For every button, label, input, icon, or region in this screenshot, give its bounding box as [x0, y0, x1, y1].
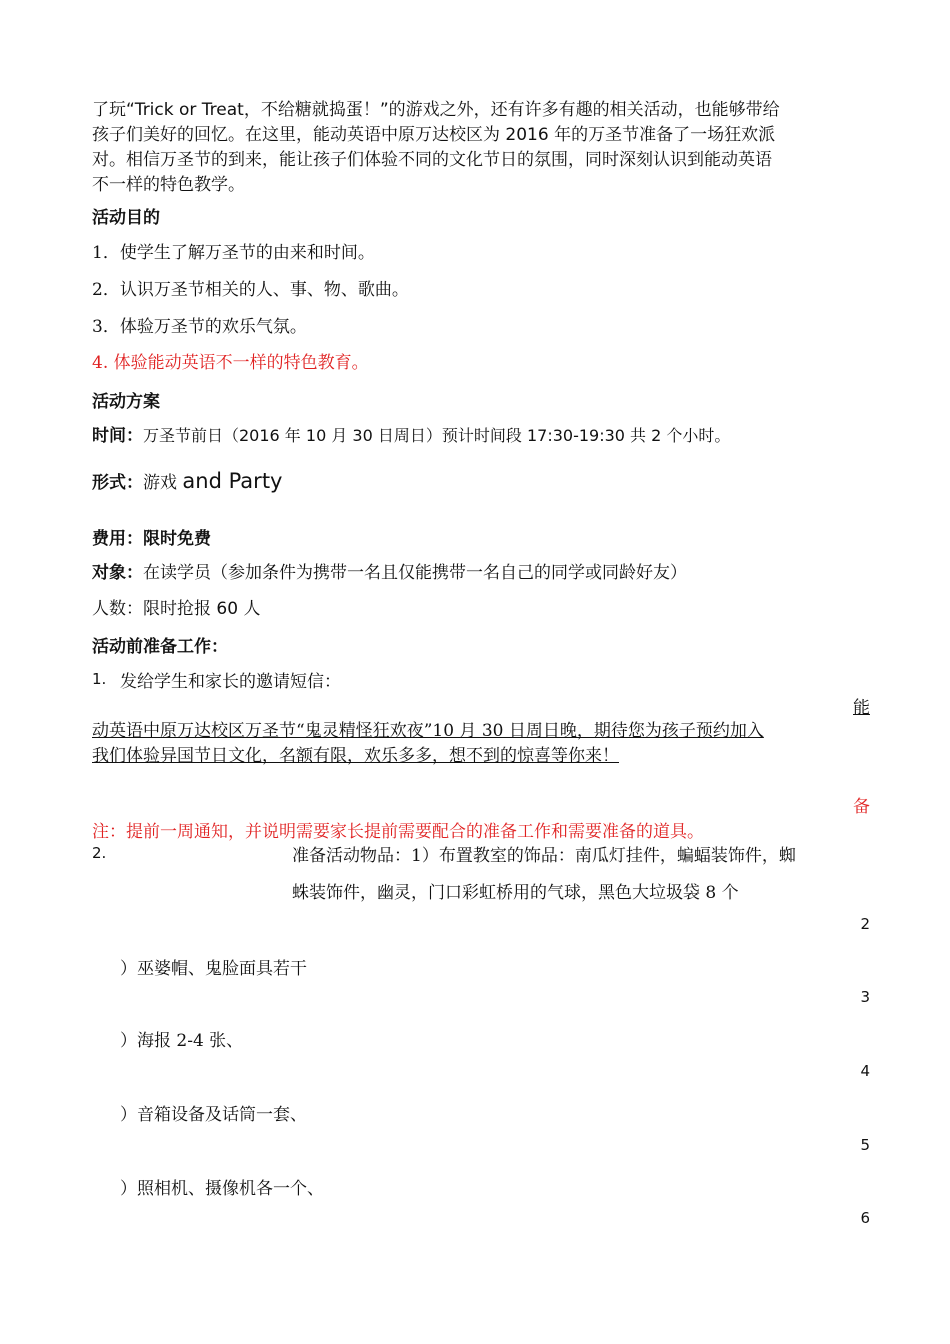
time-value: 万圣节前日（2016 年 10 月 30 日周日）预计时间段 17:30-19:30 共 2 个小时。	[143, 426, 731, 445]
prep-heading: 活动前准备工作：	[92, 637, 228, 657]
time-label: 时间：	[92, 426, 143, 446]
prep-item-text: 准备活动物品：1）布置教室的饰品：南瓜灯挂件，蝙蝠装饰件，蜘	[292, 846, 796, 866]
sub-item-number: 2	[860, 915, 870, 933]
prep-item-number: 2.	[92, 844, 107, 862]
purpose-item: 2．认识万圣节相关的人、事、物、歌曲。	[92, 280, 409, 300]
intro-line: 不一样的特色教学。	[92, 175, 245, 195]
sms-line: 动英语中原万达校区万圣节“鬼灵精怪狂欢夜”10 月 30 日周日晚，期待您为孩子预约加入	[92, 721, 764, 741]
sub-item-number: 5	[860, 1136, 870, 1154]
prep-item-text: 发给学生和家长的邀请短信：	[120, 672, 341, 692]
plan-fee: 费用：限时免费	[92, 529, 211, 549]
sub-item-text: ）音箱设备及话筒一套、	[120, 1105, 307, 1125]
sub-item-number: 6	[860, 1209, 870, 1227]
target-value: 在读学员（参加条件为携带一名且仅能携带一名自己的同学或同龄好友）	[143, 563, 687, 583]
note-line-start: 备	[853, 797, 870, 817]
purpose-item-highlight: 4. 体验能动英语不一样的特色教育。	[92, 353, 369, 373]
note-line: 注：提前一周通知，并说明需要家长提前需要配合的准备工作和需要准备的道具。	[92, 822, 704, 842]
prep-item-text: 蛛装饰件，幽灵，门口彩虹桥用的气球，黑色大垃圾袋 8 个	[292, 883, 739, 903]
sms-line-start: 能	[853, 698, 870, 718]
form-value-cn: 游戏	[143, 473, 183, 493]
sub-item-text: ）巫婆帽、鬼脸面具若干	[120, 959, 307, 979]
sms-line: 我们体验异国节日文化，名额有限，欢乐多多，想不到的惊喜等你来！	[92, 746, 619, 766]
prep-item-number: 1.	[92, 670, 107, 688]
intro-line: 孩子们美好的回忆。在这里，能动英语中原万达校区为 2016 年的万圣节准备了一场狂欢派	[92, 125, 776, 145]
plan-time	[92, 421, 730, 446]
intro-line: 对。相信万圣节的到来，能让孩子们体验不同的文化节日的氛围，同时深刻认识到能动英语	[92, 150, 772, 170]
form-value-en: and Party	[182, 469, 283, 493]
plan-form	[92, 468, 282, 493]
sub-item-text: ）海报 2-4 张、	[120, 1031, 244, 1051]
plan-heading: 活动方案	[92, 392, 160, 412]
intro-paragraph	[92, 98, 862, 198]
plan-target	[92, 558, 687, 583]
purpose-heading: 活动目的	[92, 208, 160, 228]
purpose-item: 1．使学生了解万圣节的由来和时间。	[92, 243, 375, 263]
purpose-item: 3．体验万圣节的欢乐气氛。	[92, 317, 307, 337]
sub-item-text: ）照相机、摄像机各一个、	[120, 1179, 324, 1199]
plan-count: 人数：限时抢报 60 人	[92, 599, 261, 619]
intro-line: 了玩“Trick or Treat，不给糖就捣蛋！”的游戏之外，还有许多有趣的相关活动，也能够带给	[92, 100, 780, 120]
sub-item-number: 4	[860, 1062, 870, 1080]
form-label: 形式：	[92, 473, 143, 493]
target-label: 对象：	[92, 563, 143, 583]
sub-item-number: 3	[860, 988, 870, 1006]
